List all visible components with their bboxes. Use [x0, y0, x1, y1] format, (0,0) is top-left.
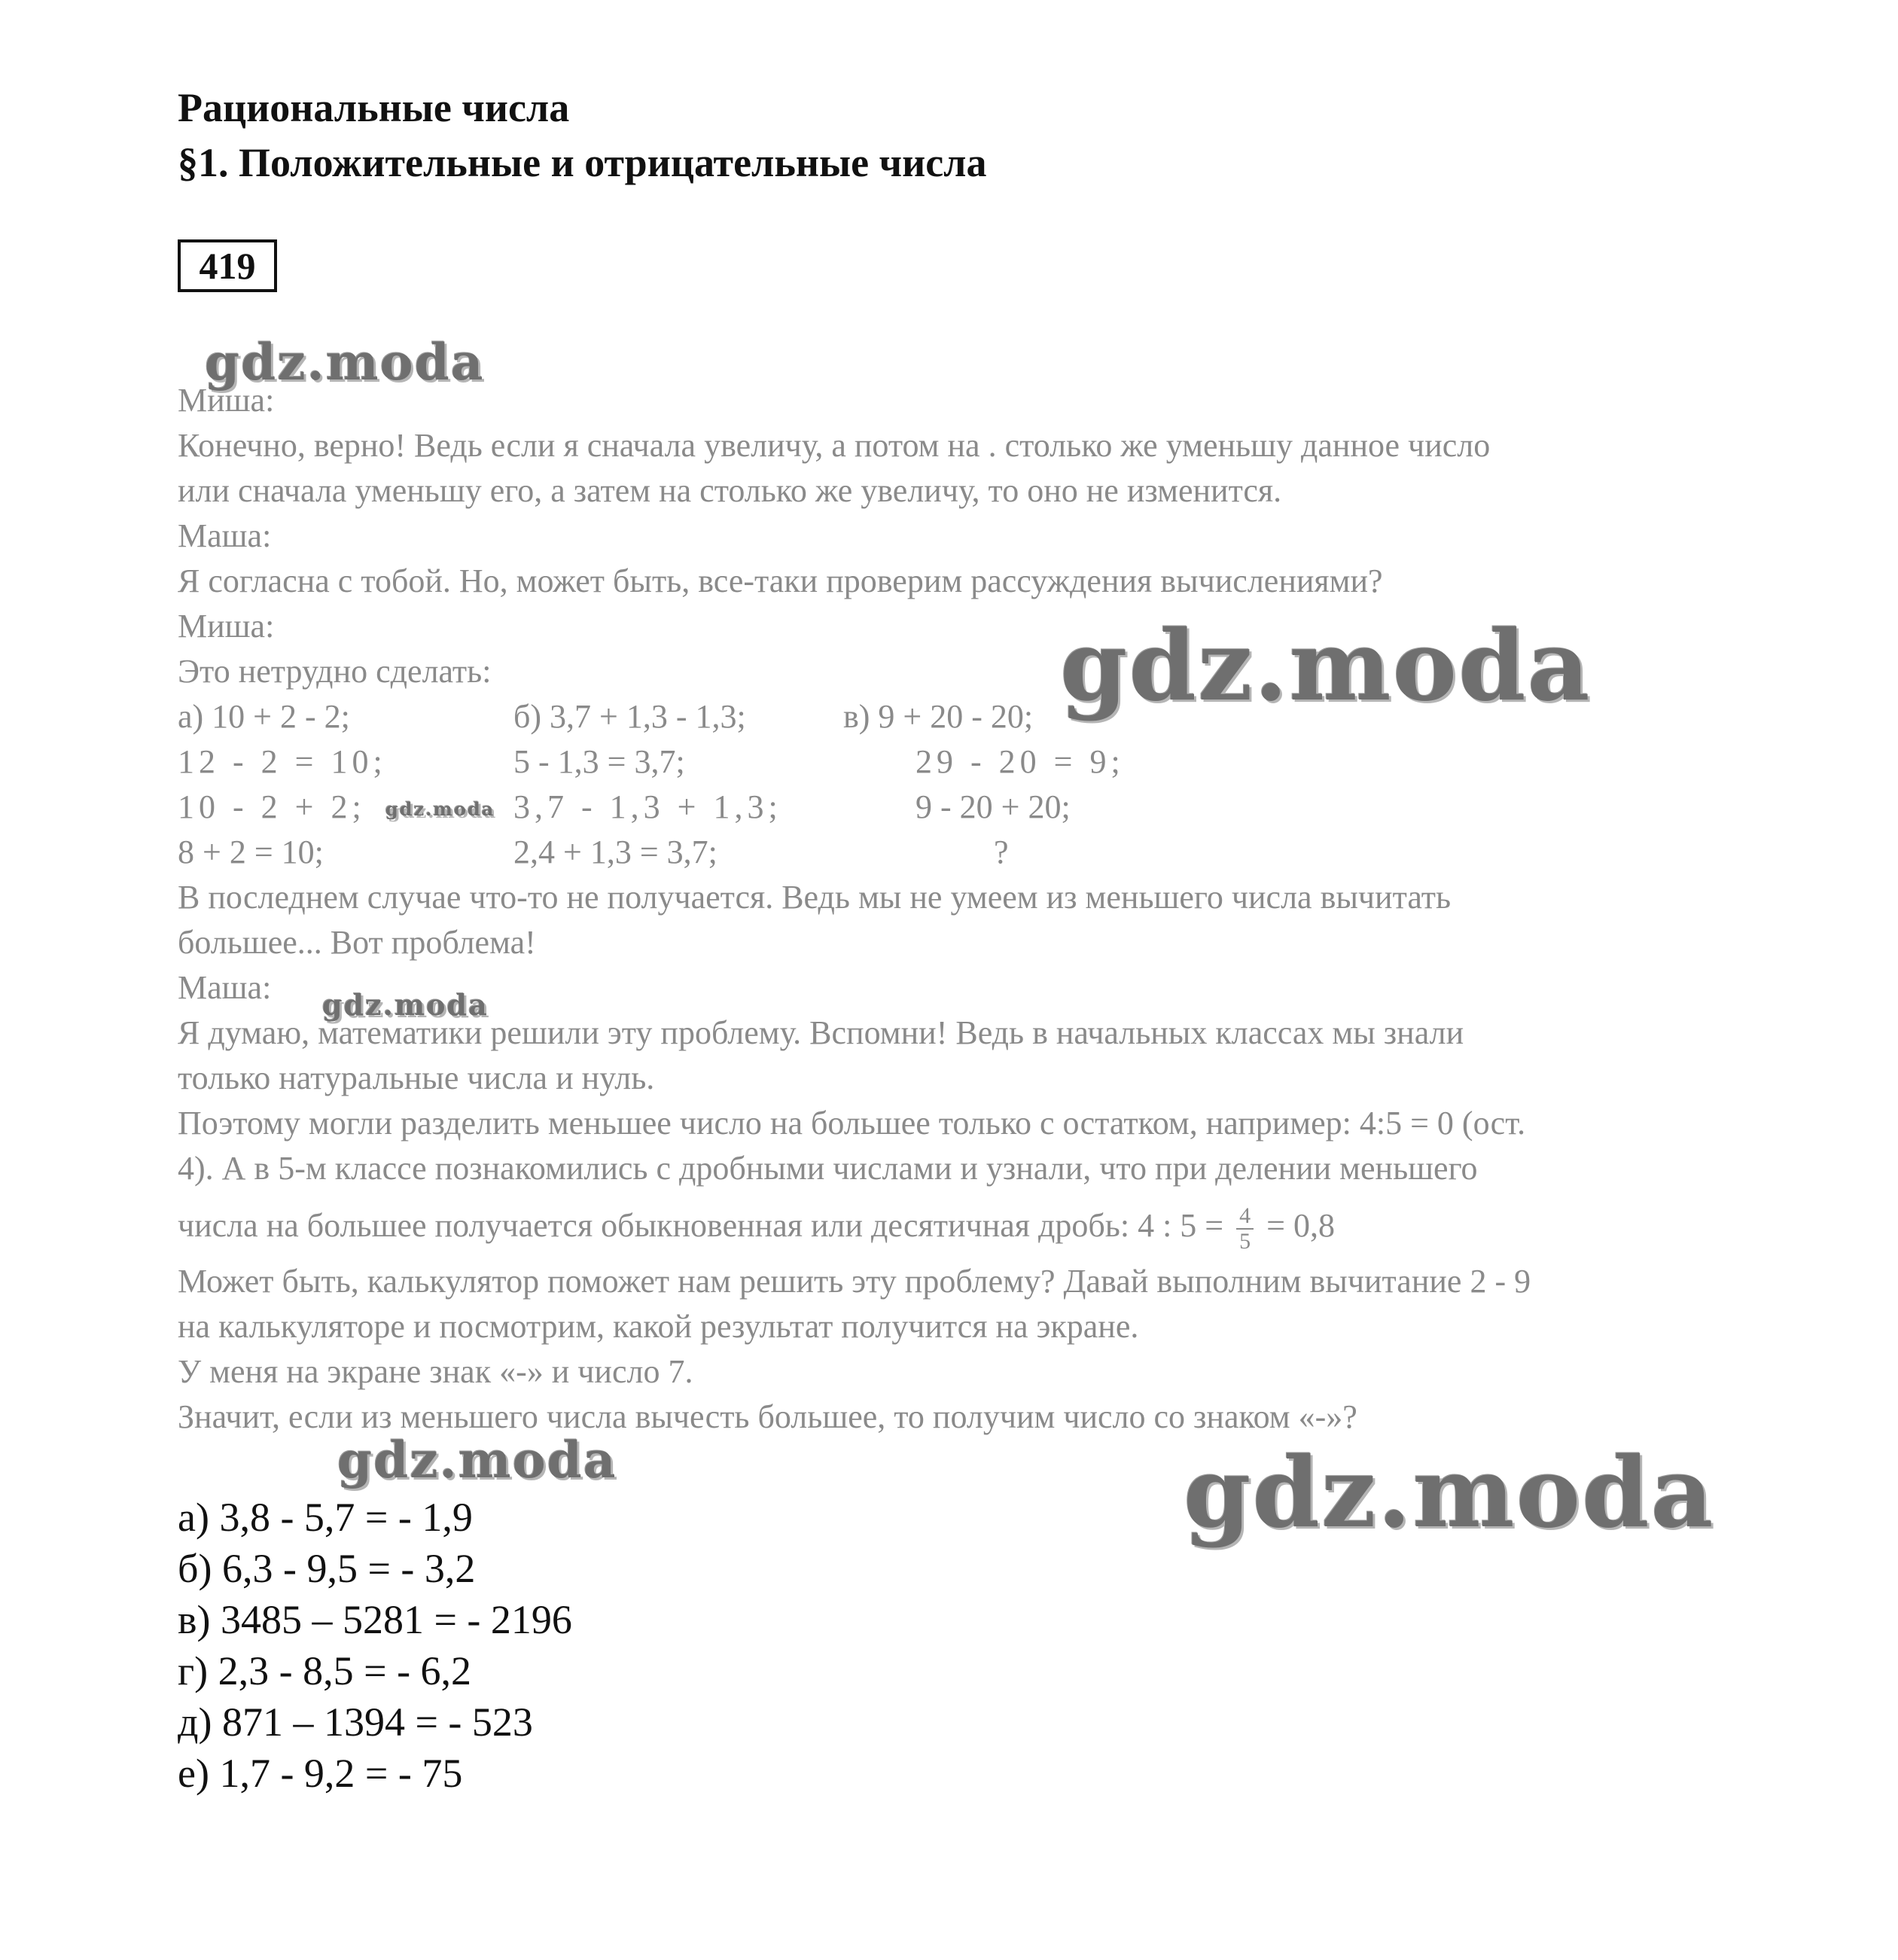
calc-line: 5 - 1,3 = 3,7; [513, 743, 685, 780]
watermark-logo: gdz.moda [385, 798, 495, 820]
calc-line: 2,4 + 1,3 = 3,7; [513, 834, 717, 870]
calc-column-a [178, 694, 387, 875]
dialogue-line: Поэтому могли разделить меньшее число на большее только с остатком, например: 4:5 = 0 (ост. [178, 1105, 1526, 1142]
calc-line: 12 - 2 = 10; [178, 743, 387, 780]
watermark-logo: gdz.moda [1060, 610, 1592, 723]
watermark-logo: gdz.moda [322, 988, 489, 1022]
dialogue-line: Значит, если из меньшего числа вычесть большее, то получим число со знаком «-»? [178, 1398, 1357, 1435]
dialogue-line: У меня на экране знак «-» и число 7. [178, 1353, 693, 1390]
calc-line: 10 - 2 + 2; [178, 788, 366, 825]
calc-line: 9 - 20 + 20; [915, 788, 1071, 825]
dialogue-line: В последнем случае что-то не получается. Ведь мы не умеем из меньшего числа вычитать [178, 879, 1452, 916]
fraction-line-prefix: числа на большее получается обыкновенная или десятичная дробь: 4 : 5 = [178, 1207, 1224, 1244]
fraction-line-suffix: = 0,8 [1266, 1207, 1335, 1244]
dialogue-line: или сначала уменьшу его, а затем на столько же увеличу, то оно не изменится. [178, 472, 1282, 509]
fraction-numerator: 4 [1236, 1204, 1254, 1230]
dialogue-line: Может быть, калькулятор поможет нам решить эту проблему? Давай выполним вычитание 2 - 9 [178, 1263, 1531, 1300]
fraction-line [178, 1196, 1335, 1256]
calc-line: в) 9 + 20 - 20; [843, 698, 1034, 735]
chapter-title: Рациональные числа [178, 85, 570, 130]
watermark-logo: gdz.moda [205, 333, 485, 392]
answer-line: г) 2,3 - 8,5 = - 6,2 [178, 1648, 472, 1693]
task-number-box: 419 [178, 239, 277, 292]
dialogue-line: Конечно, верно! Ведь если я сначала увеличу, а потом на . столько же уменьшу данное число [178, 427, 1491, 464]
calc-line: 8 + 2 = 10; [178, 834, 324, 870]
dialogue-line: Маша: [178, 517, 272, 554]
fraction [1236, 1204, 1254, 1254]
answer-line: е) 1,7 - 9,2 = - 75 [178, 1751, 463, 1796]
answer-line: в) 3485 – 5281 = - 2196 [178, 1597, 572, 1642]
answer-line: д) 871 – 1394 = - 523 [178, 1699, 533, 1745]
calc-line: б) 3,7 + 1,3 - 1,3; [513, 698, 746, 735]
dialogue-line: Миша: [178, 382, 275, 419]
watermark-logo: gdz.moda [337, 1431, 617, 1489]
dialogue-line: Это нетрудно сделать: [178, 653, 492, 690]
dialogue-line: большее... Вот проблема! [178, 924, 536, 961]
calc-column-c [843, 694, 1125, 875]
fraction-denominator: 5 [1239, 1228, 1251, 1254]
watermark-logo: gdz.moda [1184, 1437, 1715, 1550]
dialogue-line: Я согласна с тобой. Но, может быть, все-таки проверим рассуждения вычислениями? [178, 562, 1383, 599]
answer-line: б) 6,3 - 9,5 = - 3,2 [178, 1546, 476, 1591]
dialogue-line: Миша: [178, 608, 275, 645]
dialogue-line: на калькуляторе и посмотрим, какой результат получится на экране. [178, 1308, 1139, 1345]
calc-line: 3,7 - 1,3 + 1,3; [513, 788, 782, 825]
calc-line: а) 10 + 2 - 2; [178, 698, 350, 735]
dialogue-line: Я думаю, математики решили эту проблему. Вспомни! Ведь в начальных классах мы знали [178, 1014, 1464, 1051]
calc-line: 29 - 20 = 9; [915, 743, 1125, 780]
calc-line: ? [994, 834, 1009, 870]
dialogue-line: Маша: [178, 969, 272, 1006]
section-title: §1. Положительные и отрицательные числа [178, 140, 987, 185]
dialogue-line: только натуральные числа и нуль. [178, 1059, 655, 1096]
calc-column-b [513, 694, 782, 875]
dialogue-line: 4). А в 5-м классе познакомились с дробными числами и узнали, что при делении меньшего [178, 1150, 1478, 1187]
answer-line: а) 3,8 - 5,7 = - 1,9 [178, 1495, 473, 1540]
